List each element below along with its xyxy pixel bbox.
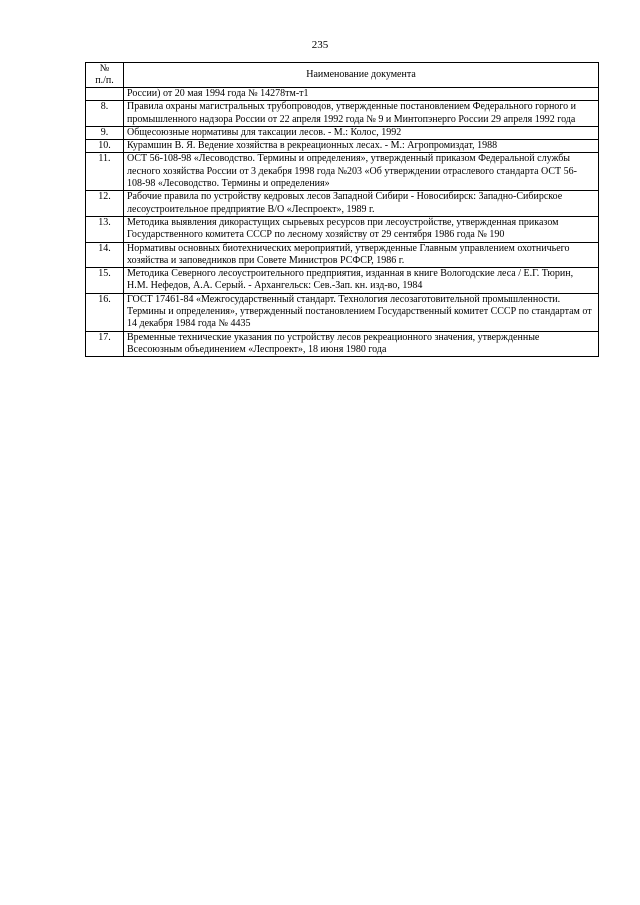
row-number: 17. [86, 331, 124, 357]
document-name: Временные технические указания по устройству лесов рекреационного значения, утвержденные Всесоюзным объединением «Леспроект», 18 июня 1980 года [124, 331, 599, 357]
row-number: 13. [86, 216, 124, 242]
table-row [86, 331, 599, 357]
document-name: Рабочие правила по устройству кедровых лесов Западной Сибири - Новосибирск: Западно-Сибирское лесоустроительное предприятие В/О «Леспроект», 1989 г. [124, 191, 599, 217]
document-name: Курамшин В. Я. Ведение хозяйства в рекреационных лесах. - М.: Агропромиздат, 1988 [124, 140, 599, 153]
page-number: 235 [311, 39, 329, 51]
row-number: 10. [86, 140, 124, 153]
row-number: 15. [86, 268, 124, 294]
row-number [86, 88, 124, 101]
table-row [86, 153, 599, 191]
row-number: 12. [86, 191, 124, 217]
row-number: 8. [86, 101, 124, 127]
table-row [86, 268, 599, 294]
table-row [86, 242, 599, 268]
table-row [86, 88, 599, 101]
document-name: ОСТ 56-108-98 «Лесоводство. Термины и определения», утвержденный приказом Федеральной службы лесного хозяйства России от 3 декабря 1998 года №203 «Об утверждении отраслевого стандарта ОСТ 56-108-98 «Лесоводство. Термины и определения» [124, 153, 599, 191]
document-name: Правила охраны магистральных трубопроводов, утвержденные постановлением Федерального горного и промышленного надзора России от 22 апреля 1992 года № 9 и Минтопэнерго России 29 апреля 1992 года [124, 101, 599, 127]
column-header-number-line1: № [99, 63, 110, 74]
table-row [86, 293, 599, 331]
row-number: 14. [86, 242, 124, 268]
row-number: 16. [86, 293, 124, 331]
document-name: России) от 20 мая 1994 года № 14278тм-т1 [124, 88, 599, 101]
table-header-row [86, 63, 599, 88]
table-row [86, 126, 599, 139]
document-name: Методика выявления дикорастущих сырьевых ресурсов при лесоустройстве, утвержденная приказом Государственного комитета СССР по лесному хозяйству от 29 сентября 1986 года № 190 [124, 216, 599, 242]
table-row [86, 140, 599, 153]
document-name: Нормативы основных биотехнических мероприятий, утвержденные Главным управлением охотничьего хозяйства и заповедников при Совете Министров РСФСР, 1986 г. [124, 242, 599, 268]
document-name: Методика Северного лесоустроительного предприятия, изданная в книге Вологодские леса / Е.Г. Тюрин, Н.М. Нефедов, А.А. Серый. - Архангельск: Сев.-Зап. кн. изд-во, 1984 [124, 268, 599, 294]
table-row [86, 101, 599, 127]
column-header-document-name: Наименование документа [124, 63, 599, 88]
document-name: Общесоюзные нормативы для таксации лесов. - М.: Колос, 1992 [124, 126, 599, 139]
documents-table [85, 62, 599, 357]
document-name: ГОСТ 17461-84 «Межгосударственный стандарт. Технология лесозаготовительной промышленности. Термины и определения», утвержденный постановлением Государственный комитет СССР по стандартам от 14 декабря 1984 года № 4435 [124, 293, 599, 331]
table-row [86, 191, 599, 217]
row-number: 11. [86, 153, 124, 191]
column-header-number [86, 63, 124, 88]
column-header-number-line2: п./п. [95, 75, 114, 86]
table-row [86, 216, 599, 242]
row-number: 9. [86, 126, 124, 139]
